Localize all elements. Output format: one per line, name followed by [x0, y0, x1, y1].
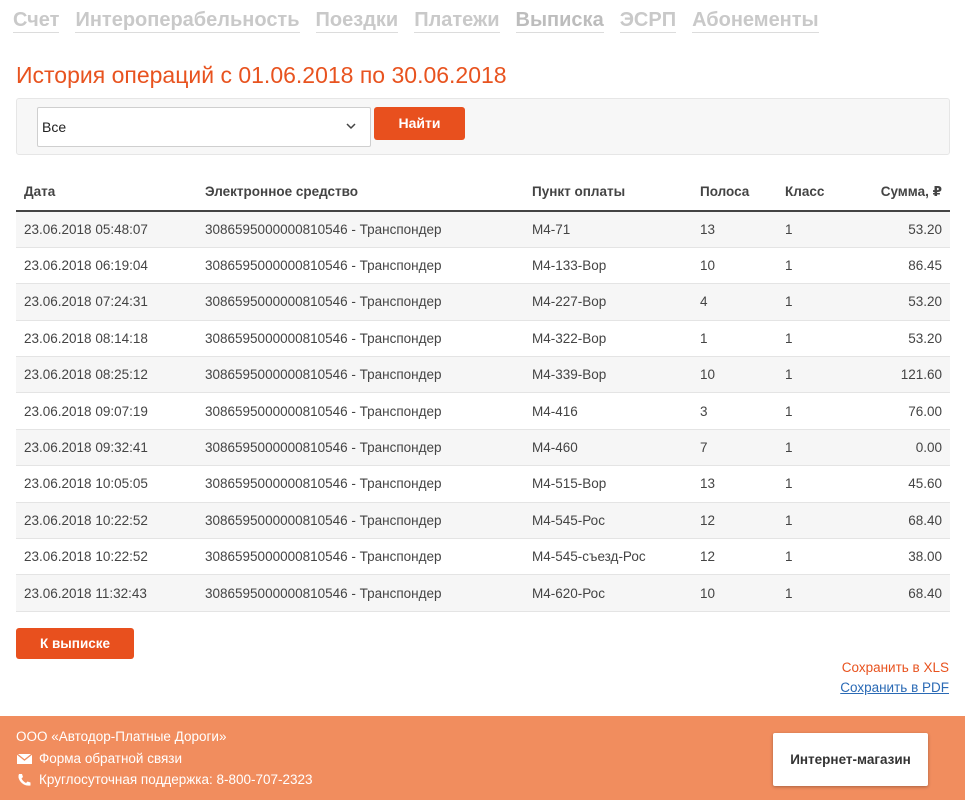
nav-item-esrp[interactable]: ЭСРП — [619, 9, 677, 31]
cell-toll-point: М4-322-Вор — [524, 320, 692, 356]
cell-date: 23.06.2018 09:07:19 — [16, 393, 197, 429]
envelope-icon — [16, 752, 33, 766]
cell-toll-point: М4-515-Вор — [524, 466, 692, 502]
cell-date: 23.06.2018 08:25:12 — [16, 357, 197, 393]
cell-class: 1 — [777, 393, 857, 429]
cell-lane: 10 — [692, 575, 777, 611]
table-row — [16, 284, 950, 320]
table-row — [16, 393, 950, 429]
table-row — [16, 211, 950, 247]
cell-lane: 12 — [692, 502, 777, 538]
table-row — [16, 247, 950, 283]
table-header-row — [16, 173, 950, 211]
cell-lane: 3 — [692, 393, 777, 429]
cell-device: 3086595000000810546 - Транспондер — [197, 466, 524, 502]
cell-device: 3086595000000810546 - Транспондер — [197, 211, 524, 247]
online-shop-button[interactable]: Интернет-магазин — [773, 733, 928, 786]
phone-icon — [16, 773, 33, 787]
find-button[interactable]: Найти — [374, 107, 465, 140]
cell-amount: 86.45 — [857, 247, 950, 283]
col-header-device[interactable]: Электронное средство — [197, 173, 524, 211]
cell-toll-point: М4-227-Вор — [524, 284, 692, 320]
feedback-label: Форма обратной связи — [39, 751, 183, 766]
cell-amount: 38.00 — [857, 539, 950, 575]
cell-toll-point: М4-71 — [524, 211, 692, 247]
top-nav — [13, 8, 835, 33]
cell-amount: 68.40 — [857, 502, 950, 538]
cell-lane: 13 — [692, 466, 777, 502]
nav-item-payments[interactable]: Платежи — [414, 9, 500, 31]
cell-date: 23.06.2018 10:22:52 — [16, 502, 197, 538]
cell-amount: 45.60 — [857, 466, 950, 502]
table-body — [16, 211, 950, 611]
cell-device: 3086595000000810546 - Транспондер — [197, 575, 524, 611]
cell-amount: 53.20 — [857, 211, 950, 247]
table-row — [16, 357, 950, 393]
nav-item-statement[interactable]: Выписка — [515, 9, 604, 31]
cell-date: 23.06.2018 10:22:52 — [16, 539, 197, 575]
col-header-class[interactable]: Класс — [777, 173, 857, 211]
cell-device: 3086595000000810546 - Транспондер — [197, 247, 524, 283]
cell-class: 1 — [777, 466, 857, 502]
table-row — [16, 539, 950, 575]
col-header-date[interactable]: Дата — [16, 173, 197, 211]
cell-class: 1 — [777, 575, 857, 611]
page-title: История операций с 01.06.2018 по 30.06.2018 — [16, 62, 507, 88]
cell-class: 1 — [777, 357, 857, 393]
cell-amount: 68.40 — [857, 575, 950, 611]
footer-company: ООО «Автодор-Платные Дороги» — [16, 729, 227, 744]
cell-date: 23.06.2018 11:32:43 — [16, 575, 197, 611]
cell-device: 3086595000000810546 - Транспондер — [197, 539, 524, 575]
save-pdf-link[interactable]: Сохранить в PDF — [840, 680, 949, 695]
device-filter-value: Все — [42, 119, 67, 135]
support-label: Круглосуточная поддержка: 8-800-707-2323 — [39, 772, 313, 787]
cell-lane: 10 — [692, 357, 777, 393]
table-row — [16, 466, 950, 502]
cell-amount: 53.20 — [857, 284, 950, 320]
save-xls-link[interactable]: Сохранить в XLS — [841, 660, 949, 675]
cell-device: 3086595000000810546 - Транспондер — [197, 429, 524, 465]
cell-device: 3086595000000810546 - Транспондер — [197, 393, 524, 429]
table-row — [16, 320, 950, 356]
cell-device: 3086595000000810546 - Транспондер — [197, 284, 524, 320]
cell-lane: 4 — [692, 284, 777, 320]
cell-date: 23.06.2018 08:14:18 — [16, 320, 197, 356]
cell-class: 1 — [777, 211, 857, 247]
cell-toll-point: М4-545-съезд-Рос — [524, 539, 692, 575]
col-header-toll-point[interactable]: Пункт оплаты — [524, 173, 692, 211]
chevron-down-icon — [346, 121, 356, 131]
nav-item-account[interactable]: Счет — [13, 9, 60, 31]
col-header-lane[interactable]: Полоса — [692, 173, 777, 211]
cell-amount: 121.60 — [857, 357, 950, 393]
cell-device: 3086595000000810546 - Транспондер — [197, 320, 524, 356]
cell-toll-point: М4-620-Рос — [524, 575, 692, 611]
nav-item-trips[interactable]: Поездки — [315, 9, 399, 31]
cell-toll-point: М4-339-Вор — [524, 357, 692, 393]
nav-item-interoperability[interactable]: Интероперабельность — [75, 9, 300, 31]
operations-table — [16, 173, 950, 612]
cell-class: 1 — [777, 539, 857, 575]
table-row — [16, 429, 950, 465]
cell-date: 23.06.2018 05:48:07 — [16, 211, 197, 247]
col-header-amount[interactable]: Сумма, ₽ — [857, 173, 950, 211]
cell-class: 1 — [777, 429, 857, 465]
table-row — [16, 502, 950, 538]
cell-date: 23.06.2018 07:24:31 — [16, 284, 197, 320]
feedback-link[interactable] — [16, 751, 182, 766]
cell-class: 1 — [777, 502, 857, 538]
table-row — [16, 575, 950, 611]
cell-class: 1 — [777, 284, 857, 320]
cell-toll-point: М4-460 — [524, 429, 692, 465]
cell-toll-point: М4-416 — [524, 393, 692, 429]
cell-lane: 1 — [692, 320, 777, 356]
cell-device: 3086595000000810546 - Транспондер — [197, 502, 524, 538]
filter-panel — [16, 98, 950, 155]
cell-class: 1 — [777, 320, 857, 356]
cell-toll-point: М4-545-Рос — [524, 502, 692, 538]
cell-date: 23.06.2018 09:32:41 — [16, 429, 197, 465]
cell-lane: 12 — [692, 539, 777, 575]
cell-device: 3086595000000810546 - Транспондер — [197, 357, 524, 393]
cell-date: 23.06.2018 10:05:05 — [16, 466, 197, 502]
cell-amount: 0.00 — [857, 429, 950, 465]
back-to-statement-button[interactable]: К выписке — [16, 628, 134, 659]
cell-date: 23.06.2018 06:19:04 — [16, 247, 197, 283]
cell-amount: 53.20 — [857, 320, 950, 356]
cell-lane: 10 — [692, 247, 777, 283]
cell-amount: 76.00 — [857, 393, 950, 429]
support-line — [16, 772, 313, 787]
cell-lane: 7 — [692, 429, 777, 465]
device-filter-select[interactable] — [37, 107, 371, 147]
nav-item-subscriptions[interactable]: Абонементы — [692, 9, 819, 31]
cell-lane: 13 — [692, 211, 777, 247]
cell-class: 1 — [777, 247, 857, 283]
footer — [0, 716, 965, 800]
cell-toll-point: М4-133-Вор — [524, 247, 692, 283]
